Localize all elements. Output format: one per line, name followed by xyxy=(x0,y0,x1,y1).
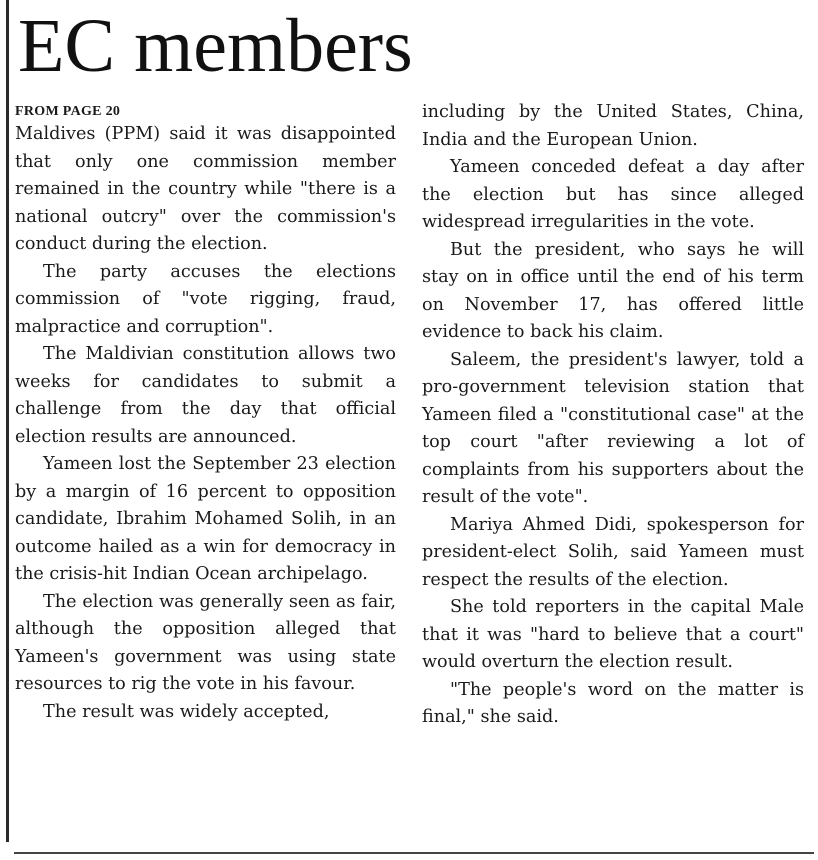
paragraph: The election was generally seen as fair, although the opposition alleged that Yameen's government was using state resources to rig the vote in his favour. xyxy=(15,591,396,694)
paragraph: Yameen lost the September 23 election by a margin of 16 percent to opposition candidate, Ibrahim Mohamed Solih, in an outcome hailed as a win for democracy in the crisis-hit Indian Ocean archipelago. xyxy=(15,454,396,584)
article-column-left xyxy=(15,103,396,726)
paragraph: "The people's word on the matter is final," she said. xyxy=(422,679,804,727)
paragraph: Maldives (PPM) said it was disappointed that only one commission member remained in the country while "there is a national outcry" over the commission's conduct during the election. xyxy=(15,124,396,254)
paragraph: Yameen conceded defeat a day after the election but has since alleged widespread irregularities in the vote. xyxy=(422,157,804,232)
paragraph: The Maldivian constitution allows two weeks for candidates to submit a challenge from the day that official election results are announced. xyxy=(15,344,396,447)
left-frame-rule xyxy=(6,0,9,842)
bottom-rule xyxy=(14,852,814,854)
paragraph: The result was widely accepted, xyxy=(43,701,330,722)
paragraph: including by the United States, China, India and the European Union. xyxy=(422,102,804,150)
paragraph: But the president, who says he will stay on in office until the end of his term on November 17, has offered little evidence to back his claim. xyxy=(422,239,804,342)
article-column-right xyxy=(422,99,804,732)
continued-from-kicker: FROM PAGE 20 xyxy=(15,104,121,119)
paragraph: The party accuses the elections commission of "vote rigging, fraud, malpractice and corruption". xyxy=(15,261,396,337)
paragraph: Mariya Ahmed Didi, spokesperson for president-elect Solih, said Yameen must respect the results of the election. xyxy=(422,514,804,590)
paragraph: Saleem, the president's lawyer, told a pro-government television station that Yameen filed a "constitutional case" at the top court "after reviewing a lot of complaints from his supporters about the result of the vote". xyxy=(422,349,804,507)
headline: EC members xyxy=(18,4,413,88)
paragraph: She told reporters in the capital Male that it was "hard to believe that a court" would overturn the election result. xyxy=(422,597,804,672)
